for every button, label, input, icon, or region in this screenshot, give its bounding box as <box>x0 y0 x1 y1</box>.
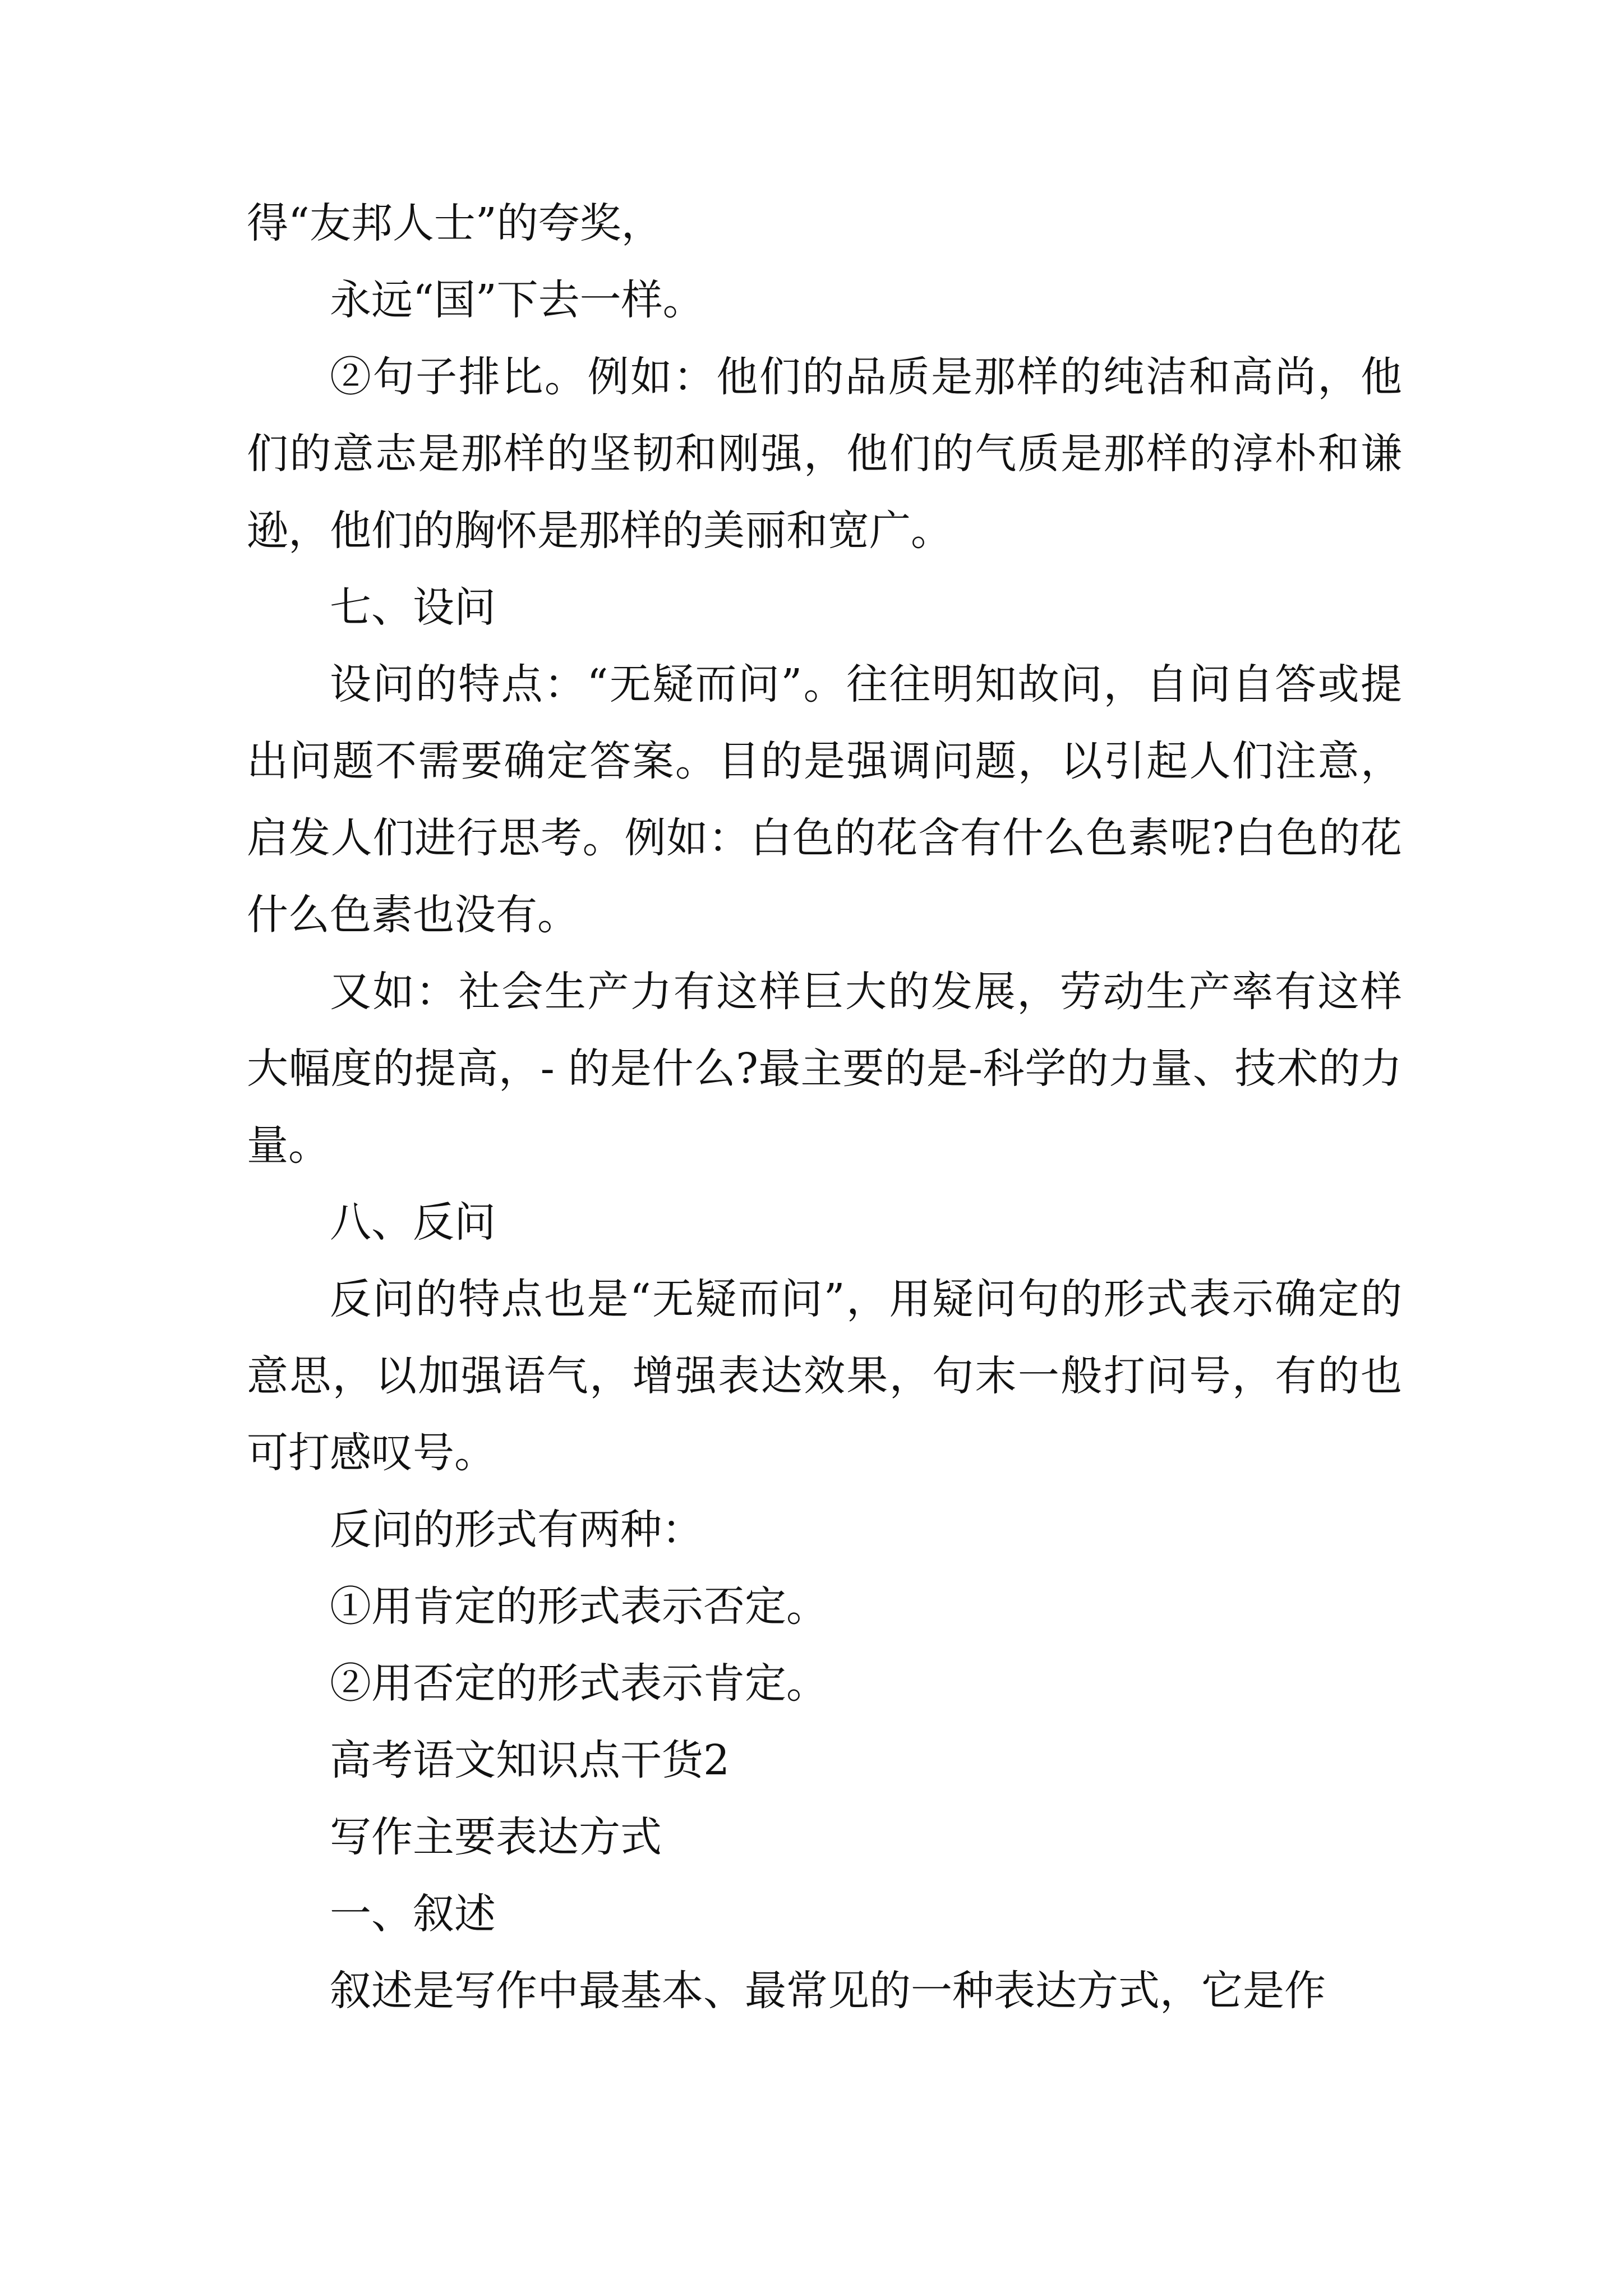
paragraph: ②句子排比。例如：他们的品质是那样的纯洁和高尚，他们的意志是那样的坚韧和刚强，他们的气质是那样的淳朴和谦逊，他们的胸怀是那样的美丽和宽广。 <box>247 353 1402 555</box>
section-heading: 写作主要表达方式 <box>330 1813 662 1861</box>
document-body <box>247 185 1402 2030</box>
paragraph: 叙述是写作中最基本、最常见的一种表达方式，它是作 <box>330 1967 1326 2015</box>
list-item: ②用否定的形式表示肯定。 <box>330 1659 828 1708</box>
paragraph: 设问的特点：“无疑而问”。往往明知故问，自问自答或提出问题不需要确定答案。目的是强调问题，以引起人们注意，启发人们进行思考。例如：白色的花含有什么色素呢?白色的花什么色素也没有。 <box>247 660 1402 939</box>
section-heading: 一、叙述 <box>330 1890 496 1938</box>
paragraph: 反问的形式有两种： <box>330 1506 703 1554</box>
paragraph: 反问的特点也是“无疑而问”，用疑问句的形式表示确定的意思，以加强语气，增强表达效果，句末一般打问号，有的也可打感叹号。 <box>247 1275 1402 1477</box>
section-heading: 八、反问 <box>330 1198 496 1246</box>
document-title: 高考语文知识点干货2 <box>330 1736 730 1784</box>
section-heading: 七、设问 <box>330 583 496 632</box>
list-item: ①用肯定的形式表示否定。 <box>330 1582 828 1631</box>
paragraph: 永远“国”下去一样。 <box>330 276 704 324</box>
paragraph: 又如：社会生产力有这样巨大的发展，劳动生产率有这样大幅度的提高，- 的是什么?最主要的是-科学的力量、技术的力量。 <box>247 968 1402 1170</box>
paragraph: 得“友邦人士”的夸奖， <box>247 199 663 247</box>
